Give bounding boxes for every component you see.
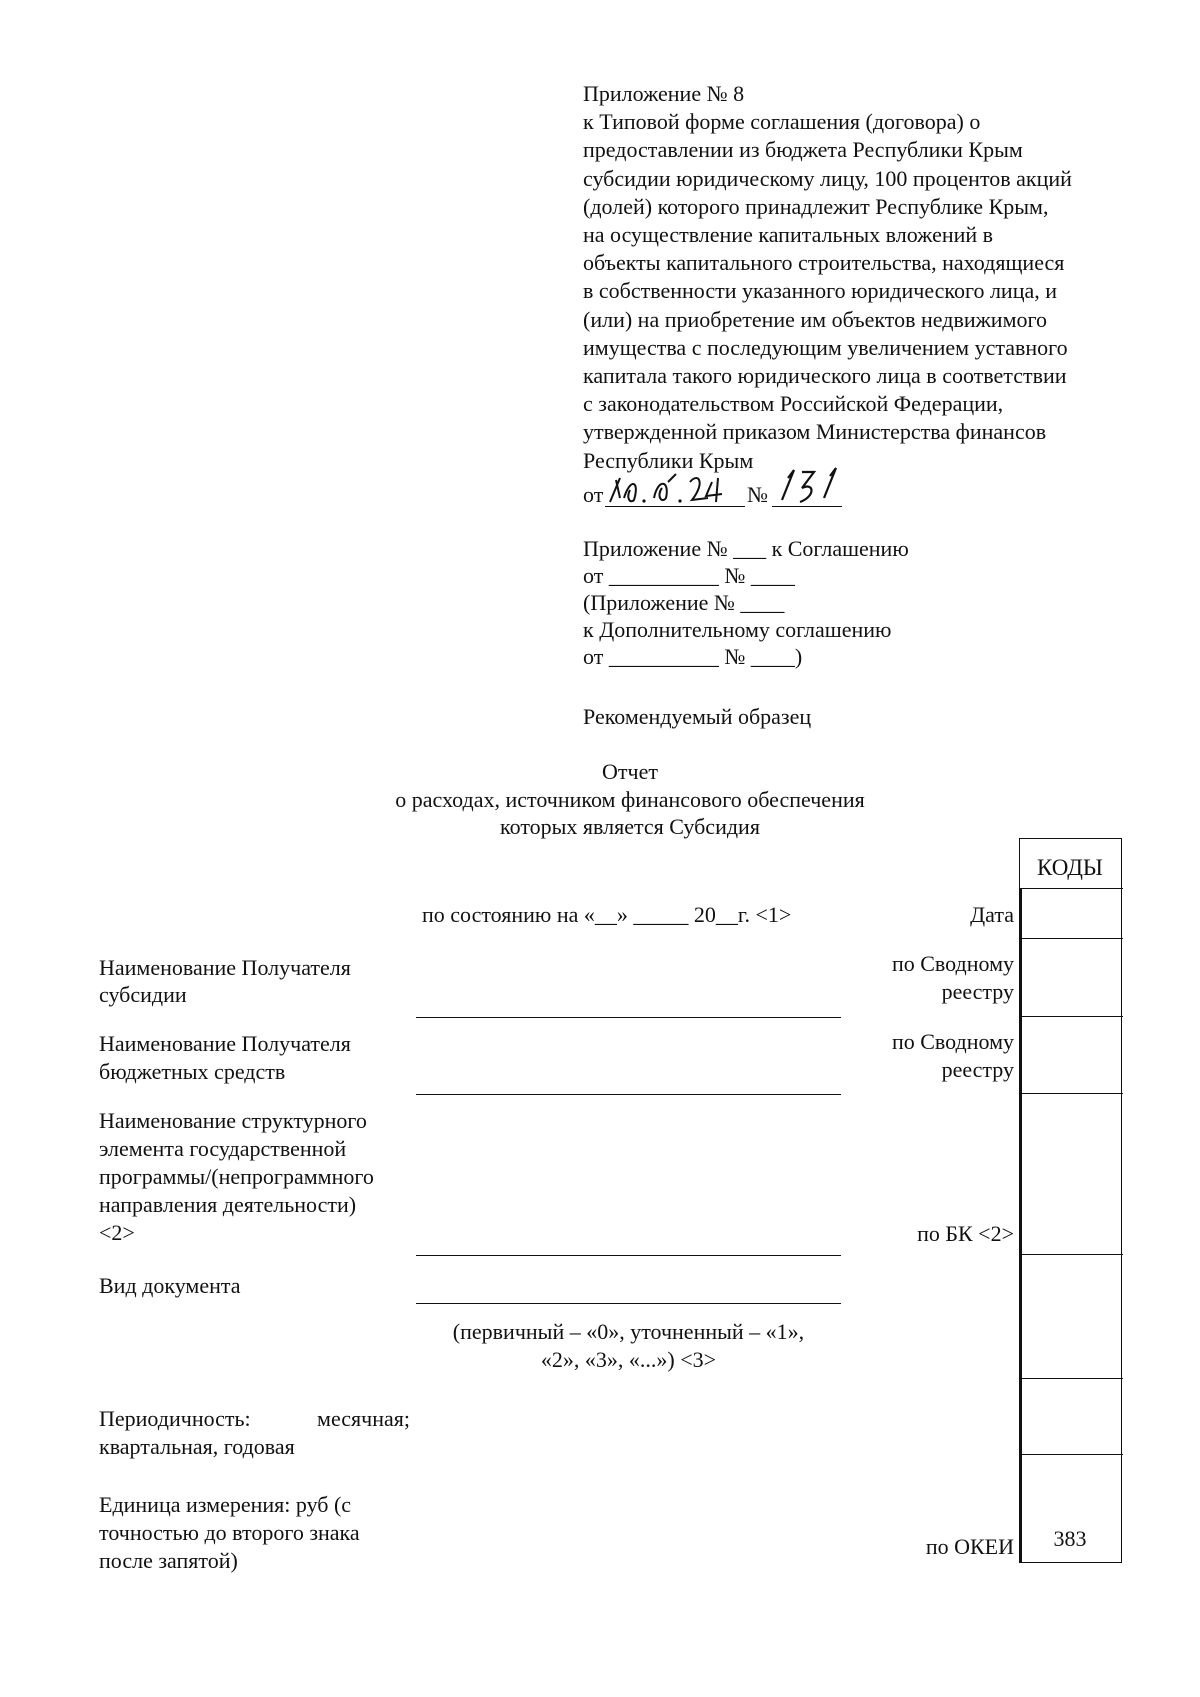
handwritten-number xyxy=(774,462,854,508)
recipient-label: Наименование Получателя xyxy=(99,955,351,980)
agreement-ref-line: от __________ № ____) xyxy=(583,644,803,669)
header-line: субсидии юридическому лицу, 100 процентов акций xyxy=(583,165,1072,191)
header-line: Приложение № 8 xyxy=(583,81,745,106)
unit-label: Единица измерения: руб (с xyxy=(99,1492,352,1517)
header-line: предоставлении из бюджета Республики Крым xyxy=(583,137,1023,163)
okei-code: 383 xyxy=(1053,1526,1087,1551)
codes-left-border xyxy=(1019,888,1022,1563)
budget-recipient-field-line[interactable] xyxy=(416,1094,841,1095)
doc-type-hint: (первичный – «0», уточненный – «1», xyxy=(452,1319,805,1344)
code-cell-date[interactable] xyxy=(1020,888,1123,889)
agreement-ref-line: Приложение № ___ к Соглашению xyxy=(583,536,909,561)
handwritten-date xyxy=(606,468,746,508)
registry-label: реестру xyxy=(941,979,1014,1004)
code-cell-recipient-registry[interactable] xyxy=(1020,938,1123,939)
header-line: утвержденной приказом Министерства финансов xyxy=(583,419,1047,445)
periodicity-value: месячная; xyxy=(317,1406,410,1431)
structural-element-label: программы/(непрограммного xyxy=(99,1164,374,1189)
bk-label: по БК <2> xyxy=(917,1221,1014,1246)
structural-element-label: элемента государственной xyxy=(99,1136,347,1161)
as-of-date: по состоянию на «__» _____ 20__г. <1> xyxy=(422,902,792,927)
doc-type-hint: «2», «3», «...») <3> xyxy=(540,1347,717,1372)
okei-label: по ОКЕИ xyxy=(925,1534,1014,1559)
header-line: имущества с последующим увеличением уставного xyxy=(583,334,1068,360)
report-subtitle-line: о расходах, источником финансового обеспечения xyxy=(395,787,865,812)
header-line: (или) на приобретение им объектов недвижимого xyxy=(583,306,1047,332)
header-line: Республики Крым xyxy=(583,447,754,473)
periodicity-value: квартальная, годовая xyxy=(99,1434,295,1459)
header-line: на осуществление капитальных вложений в xyxy=(583,222,994,248)
agreement-ref-line: от __________ № ____ xyxy=(583,563,795,588)
doc-type-label: Вид документа xyxy=(99,1273,241,1298)
budget-recipient-label: Наименование Получателя xyxy=(99,1031,351,1056)
codes-header: КОДЫ xyxy=(1037,855,1103,880)
doc-type-field-line[interactable] xyxy=(416,1303,841,1304)
appendix-header xyxy=(583,80,1072,475)
recommended-sample: Рекомендуемый образец xyxy=(583,704,812,729)
report-title: Отчет xyxy=(602,759,658,784)
header-line: с законодательством Российской Федерации, xyxy=(583,391,1004,417)
code-cell-doc-type[interactable] xyxy=(1020,1254,1123,1255)
code-cell-periodicity[interactable] xyxy=(1020,1378,1123,1379)
header-line: объекты капитального строительства, находящиеся xyxy=(583,250,1065,276)
budget-recipient-label: бюджетных средств xyxy=(99,1059,286,1084)
header-line: (долей) которого принадлежит Республике Крым, xyxy=(583,193,1049,219)
agreement-ref-line: к Дополнительному соглашению xyxy=(583,617,892,642)
codes-table xyxy=(1019,838,1122,1563)
agreement-ref-line: (Приложение № ____ xyxy=(583,590,785,615)
registry-label: реестру xyxy=(941,1057,1014,1082)
order-no-label: № xyxy=(747,482,768,507)
registry-label: по Сводному xyxy=(891,951,1014,976)
registry-label: по Сводному xyxy=(891,1029,1014,1054)
header-line: капитала такого юридического лица в соответствии xyxy=(583,363,1067,389)
structural-element-label: Наименование структурного xyxy=(99,1108,367,1133)
order-from-label: от xyxy=(583,482,604,507)
header-line: к Типовой форме соглашения (договора) о xyxy=(583,109,981,135)
structural-element-label: <2> xyxy=(99,1220,135,1245)
structural-element-label: направления деятельности) xyxy=(99,1192,357,1217)
unit-label: после запятой) xyxy=(99,1548,238,1573)
recipient-field-line[interactable] xyxy=(416,1017,841,1018)
code-cell-budget-registry[interactable] xyxy=(1020,1016,1123,1017)
date-label: Дата xyxy=(970,902,1014,927)
code-cell-bk[interactable] xyxy=(1020,1093,1123,1094)
unit-label: точностью до второго знака xyxy=(99,1520,360,1545)
report-subtitle-line: которых является Субсидия xyxy=(500,814,760,839)
code-cell-okei[interactable] xyxy=(1020,1454,1123,1455)
header-line: в собственности указанного юридического лица, и xyxy=(583,278,1058,304)
recipient-label: субсидии xyxy=(99,982,187,1007)
structural-element-field-line[interactable] xyxy=(416,1255,841,1256)
periodicity-label: Периодичность: xyxy=(99,1406,251,1431)
